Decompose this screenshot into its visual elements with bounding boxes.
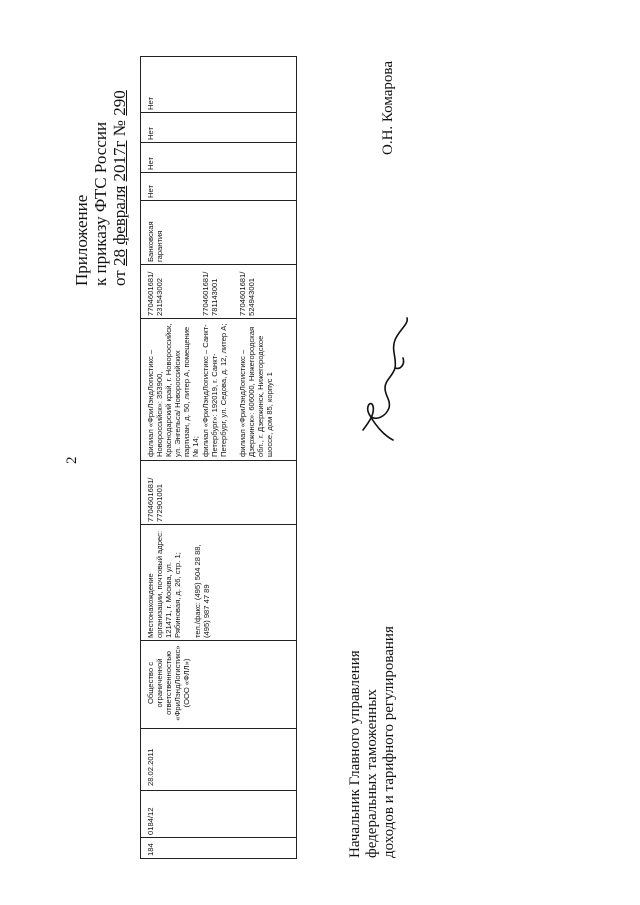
header-date-year: 2017г (110, 140, 129, 182)
cell-guarantee: Банковская гарантия (146, 221, 164, 262)
cell-location: Местонахождение организации, почтовый адрес: 121471, г. Москва, ул. Рябиновая, д. 26, стр. 1; (146, 530, 182, 638)
signature-image (355, 310, 415, 450)
signer-title (347, 626, 398, 858)
table-border-right (296, 56, 297, 858)
header-line-2: к приказу ФТС России (91, 121, 110, 286)
table-border-bottom (140, 858, 297, 859)
cell-branch-2: филиал «ФриЛэндЛогистикс – Санкт-Петербург»: 192019, г. Санкт-Петербург, ул. Седова, д. 12, литер А; (201, 323, 228, 457)
cell-phone: тел./факс: (495) 504 28 88, (495) 987 47 89 (193, 544, 211, 638)
cell-org-name: Общество с ограниченной ответственностью «ФриЛэндЛогистикс» (ООО «ФЛЛ») (146, 645, 191, 721)
header-line-3 (110, 90, 129, 286)
header-order-number: 290 (110, 90, 129, 116)
cell-col-a: Нет (146, 185, 155, 198)
col-sep (140, 112, 297, 113)
cell-branch-inn-3: 7704601681/ 524943001 (238, 271, 256, 316)
cell-inn-kpp: 7704601681/ 772901001 (146, 477, 164, 522)
table-border-left (140, 56, 141, 858)
col-sep (140, 524, 297, 525)
header-date-prefix: от (110, 266, 129, 286)
col-sep (140, 728, 297, 729)
cell-row-number: 184 (146, 843, 155, 856)
signer-title-line-1: Начальник Главного управления (347, 650, 363, 858)
col-sep (140, 142, 297, 143)
table-border-top (140, 56, 297, 57)
cell-col-d: Нет (146, 97, 155, 110)
cell-branch-1: филиал «ФриЛэндЛогистикс – Новороссийск»: 353900, Краснодарский край, г. Новороссийск, ул. Энгельса/ Новороссийских партизан, д. 50, литер А, помещение № 14; (146, 323, 200, 457)
cell-col-c: Нет (146, 127, 155, 140)
cell-branch-inn-1: 7704601681/ 231543002 (146, 271, 164, 316)
header-number-sign: № (110, 119, 129, 137)
header-line-1: Приложение (72, 194, 91, 286)
cell-branch-3: филиал «ФриЛэндЛогистикс – Дзержинск»: 606000, Нижегородская обл., г. Дзержинск, Нижегородское шоссе, дом 85, корпус 1 (238, 326, 274, 457)
cell-branch-inn-2: 7704601681/ 781143001 (201, 271, 219, 316)
appendix-header (72, 90, 129, 286)
header-date-month: февраля (110, 185, 129, 245)
header-date-day: 28 (110, 249, 129, 267)
signer-title-line-2: федеральных таможенных (364, 689, 380, 858)
page-number: 2 (64, 456, 80, 464)
col-sep (140, 790, 297, 791)
signer-title-line-3: доходов и тарифного регулирования (381, 626, 397, 858)
cell-date: 28.02.2011 (146, 748, 155, 786)
cell-reg-number: 0184/12 (146, 807, 155, 835)
col-sep (140, 837, 297, 838)
col-sep (140, 172, 297, 173)
cell-col-b: Нет (146, 157, 155, 170)
signer-name: О.Н. Комарова (380, 61, 396, 155)
